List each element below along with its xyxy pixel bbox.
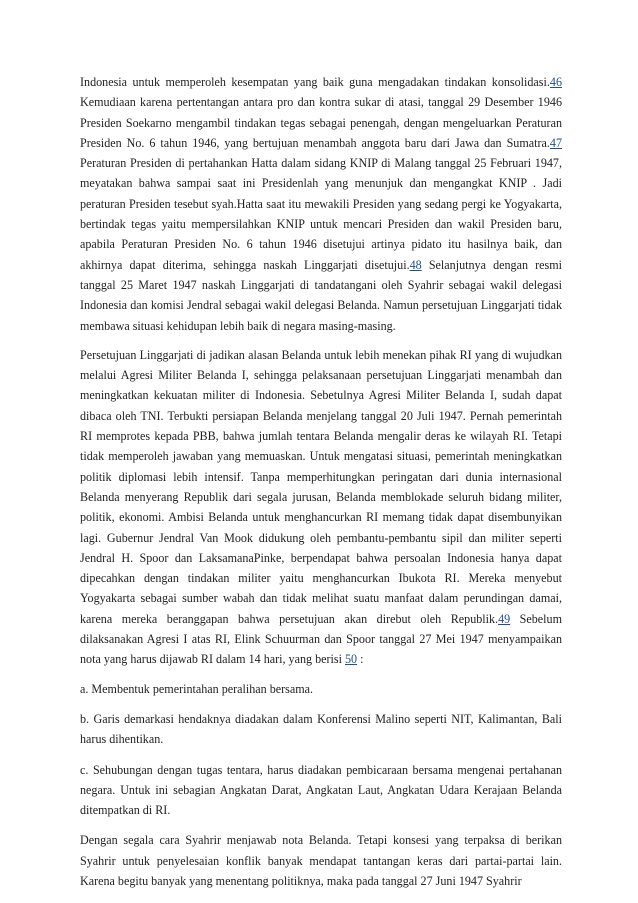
footnote-link-47[interactable]: 47	[549, 135, 562, 150]
text-run: Kemudiaan karena pertentangan antara pro dan kontra sukar di atasi, tanggal 29 Desember 1946 Presiden Soekarno mengambil tindakan tegas sebagai penengah, dengan mengeluarkan Peraturan Presiden No. 6 tahun 1946, yang bertujuan menambah anggota baru dari Jawa dan Sumatra.	[80, 95, 562, 150]
text-run: Sebelum dilaksanakan Agresi I atas RI, Elink Schuurman dan Spoor tanggal 27 Mei 1947 menyampaikan nota yang harus dijawab RI dalam 14 hari, yang berisi	[80, 611, 562, 667]
text-run: b. Garis demarkasi hendaknya diadakan dalam Konferensi Malino seperti NIT, Kalimantan, Bali harus dihentikan.	[80, 711, 562, 747]
list-item-b	[80, 709, 562, 750]
text-run: Dengan segala cara Syahrir menjawab nota Belanda. Tetapi konsesi yang terpaksa di berikan Syahrir untuk penyelesaian konflik banyak mendapat tantangan keras dari partai-partai lain. Karena begitu banyak yang menentang politiknya, maka pada tanggal 27 Juni 1947 Syahrir	[80, 833, 562, 888]
list-item-a	[80, 679, 562, 699]
footnote-link-49[interactable]: 49	[498, 611, 511, 626]
text-run: Indonesia untuk memperoleh kesempatan yang baik guna mengadakan tindakan konsolidasi.	[80, 75, 550, 89]
text-run: c. Sehubungan dengan tugas tentara, harus diadakan pembicaraan bersama mengenai pertahanan negara. Untuk ini sebagian Angkatan Darat, Angkatan Laut, Angkatan Udara Kerajaan Belanda ditempatkan di RI.	[80, 762, 562, 818]
text-run: :	[357, 652, 364, 667]
text-run: Persetujuan Linggarjati di jadikan alasan Belanda untuk lebih menekan pihak RI yang di wujudkan melalui Agresi Militer Belanda I, sehingga pelaksanaan persetujuan Linggarjati menambah dan meningkatkan kekuatan militer di Indonesia. Sebetulnya Agresi Militer Belanda I, sudah dapat dibaca oleh TNI. Terbukti persiapan Belanda menjelang tanggal 20 Juli 1947. Pernah pemerintah RI memprotes kepada PBB, bahwa jumlah tentara Belanda mengalir deras ke wilayah RI. Tetapi tidak memperoleh jawaban yang memuaskan. Untuk mengatasi situasi, pemerintah meningkatkan politik diplomasi lebih intensif. Tanpa memperhitungkan peringatan dari dunia internasional Belanda menyerang Republik dari segala jurusan, Belanda memblokade seluruh bidang militer, politik, ekonomi. Ambisi Belanda untuk menghancurkan RI memang tidak dapat disembunyikan lagi. Gubernur Jendral Van Mook didukung oleh pembantu-pembantu sipil dan militer seperti Jendral H. Spoor dan LaksamanaPinke, berpendapat bahwa persoalan Indonesia hanya dapat dipecahkan dengan tindakan militer yaitu menghancurkan Ibukota RI. Mereka menyebut Yogyakarta sebagai sumber wabah dan tidak melihat suatu manfaat dalam perundingan damai, karena mereka beranggapan bahwa persetujuan akan direbut oleh Republik.	[80, 347, 562, 626]
footnote-link-48[interactable]: 48	[409, 257, 422, 272]
document-page	[80, 72, 562, 900]
footnote-link-50[interactable]: 50	[344, 652, 358, 667]
paragraph-2	[80, 345, 562, 670]
paragraph-final	[80, 830, 562, 891]
list-item-c	[80, 760, 562, 821]
paragraph-1	[80, 72, 562, 336]
text-run: Selanjutnya dengan resmi tanggal 25 Maret 1947 naskah Linggarjati di tandatangani oleh Syahrir sebagai wakil delegasi Indonesia dan komisi Jendral sebagai wakil delegasi Belanda. Namun persetujuan Linggarjati tidak membawa situasi kehidupan lebih baik di negara masing-masing.	[80, 257, 562, 333]
footnote-link-46[interactable]: 46	[549, 75, 562, 89]
text-run: a. Membentuk pemerintahan peralihan bersama.	[80, 681, 314, 696]
text-run: Peraturan Presiden di pertahankan Hatta dalam sidang KNIP di Malang tanggal 25 Februari 1947, meyatakan bahwa sampai saat ini Presidenlah yang menunjuk dan mengangkat KNIP . Jadi peraturan Presiden tesebut syah.Hatta saat itu mewakili Presiden yang sedang pergi ke Yogyakarta, bertindak tegas yaitu mempersilahkan KNIP untuk mencari Presiden dan wakil Presiden baru, apabila Peraturan Presiden No. 6 tahun 1946 disetujui artinya pidato itu hasilnya baik, dan akhirnya dapat diterima, sehingga naskah Linggarjati disetujui.	[80, 156, 562, 272]
